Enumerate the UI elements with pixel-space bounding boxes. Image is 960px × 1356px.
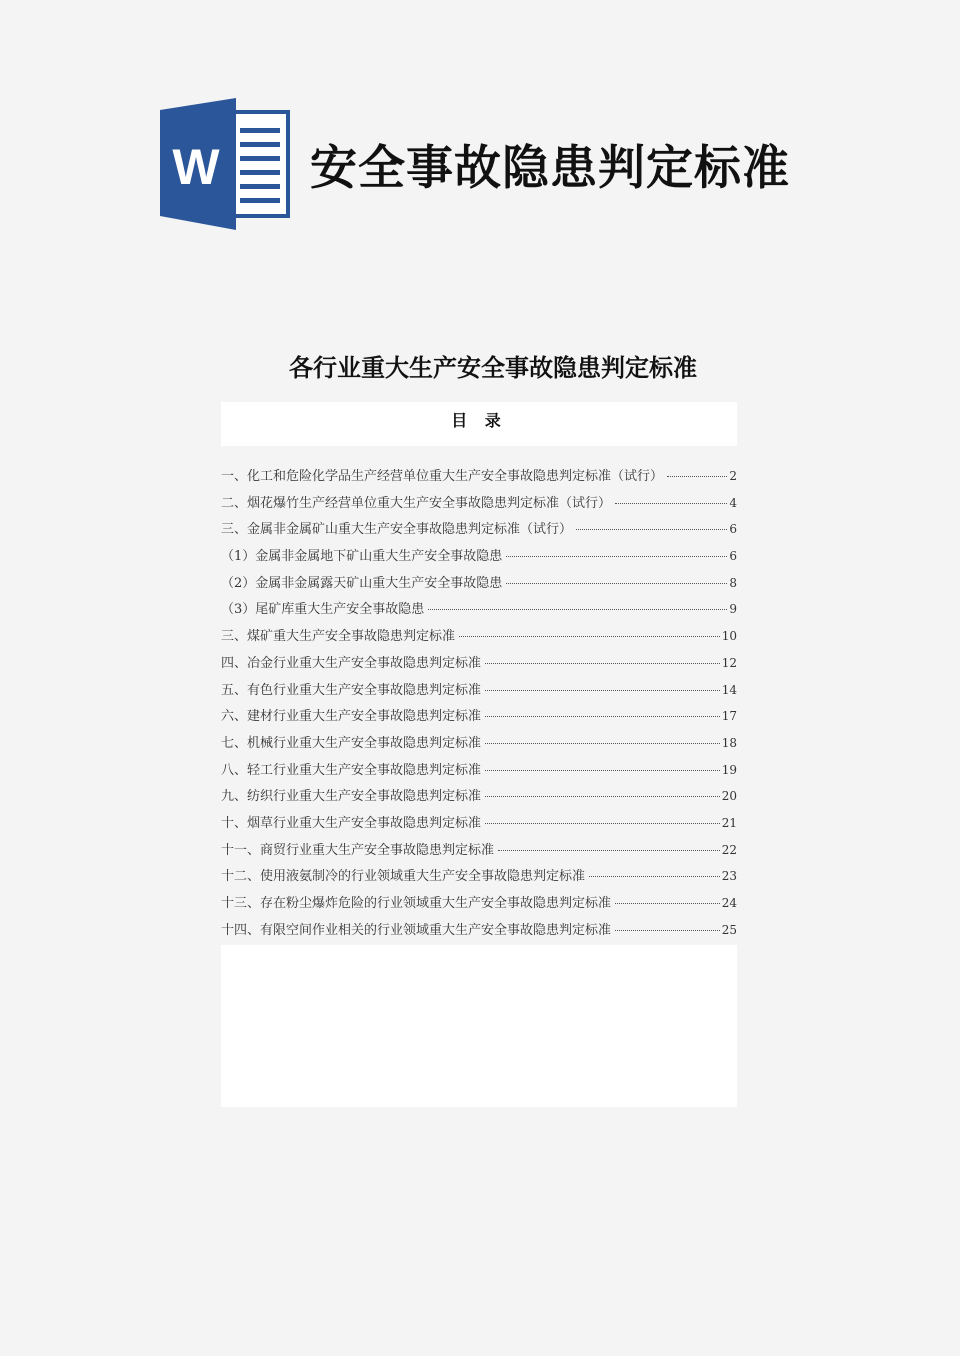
toc-page-number: 17	[721, 709, 737, 724]
toc-entry-label: （2）金属非金属露天矿山重大生产安全事故隐患	[221, 575, 503, 591]
toc-page-number: 9	[729, 602, 737, 617]
toc-entry-label: 四、冶金行业重大生产安全事故隐患判定标准	[221, 655, 482, 671]
toc-entry[interactable]	[221, 732, 737, 759]
toc-entry-label: （1）金属非金属地下矿山重大生产安全事故隐患	[221, 549, 503, 565]
toc-page-number: 4	[729, 495, 737, 510]
toc-page-number: 24	[721, 896, 737, 910]
blank-content-area	[221, 945, 737, 1107]
toc-page-number: 18	[721, 735, 737, 750]
toc-entry[interactable]	[221, 625, 737, 652]
header	[160, 98, 790, 230]
toc-leader-dots	[485, 795, 720, 797]
toc-entry[interactable]	[221, 839, 737, 866]
toc-entry-label: 一、化工和危险化学品生产经营单位重大生产安全事故隐患判定标准（试行）	[221, 469, 664, 484]
toc-entry[interactable]	[221, 545, 737, 572]
toc-entry[interactable]	[221, 919, 737, 946]
toc-heading-box	[221, 402, 737, 446]
toc-leader-dots	[615, 902, 720, 904]
toc-entry-label: 三、金属非金属矿山重大生产安全事故隐患判定标准（试行）	[221, 522, 573, 538]
toc-leader-dots	[498, 849, 720, 851]
toc-entry-label: 十、烟草行业重大生产安全事故隐患判定标准	[221, 815, 482, 831]
logo-letter: W	[172, 139, 220, 195]
toc-leader-dots	[485, 822, 720, 824]
toc-entry[interactable]	[221, 492, 737, 519]
toc-entry[interactable]	[221, 705, 737, 732]
toc-leader-dots	[428, 608, 727, 610]
toc-leader-dots	[506, 555, 727, 557]
document-subtitle: 各行业重大生产安全事故隐患判定标准	[289, 354, 697, 382]
toc-entry-label: 七、机械行业重大生产安全事故隐患判定标准	[221, 735, 482, 751]
table-of-contents	[221, 465, 737, 945]
word-document-icon	[160, 98, 290, 230]
toc-entry-label: 十一、商贸行业重大生产安全事故隐患判定标准	[221, 842, 495, 858]
toc-entry[interactable]	[221, 865, 737, 892]
toc-entry[interactable]	[221, 465, 737, 492]
toc-leader-dots	[485, 769, 720, 771]
toc-entry[interactable]	[221, 759, 737, 786]
toc-page-number: 25	[721, 922, 737, 937]
toc-page-number: 12	[721, 655, 737, 670]
toc-page-number: 10	[721, 629, 737, 644]
toc-leader-dots	[485, 742, 720, 744]
toc-entry-label: 二、烟花爆竹生产经营单位重大生产安全事故隐患判定标准（试行）	[221, 495, 612, 511]
toc-entry-label: 六、建材行业重大生产安全事故隐患判定标准	[221, 709, 482, 725]
toc-heading: 目 录	[451, 411, 507, 430]
toc-leader-dots	[459, 635, 720, 637]
toc-page-number: 19	[721, 762, 737, 777]
toc-entry[interactable]	[221, 785, 737, 812]
toc-leader-dots	[506, 582, 727, 584]
toc-entry-label: 三、煤矿重大生产安全事故隐患判定标准	[221, 629, 456, 645]
toc-page-number: 2	[729, 469, 737, 483]
toc-entry-label: 九、纺织行业重大生产安全事故隐患判定标准	[221, 789, 482, 805]
toc-entry[interactable]	[221, 598, 737, 625]
toc-entry[interactable]	[221, 812, 737, 839]
toc-entry[interactable]	[221, 679, 737, 706]
toc-leader-dots	[589, 875, 720, 877]
toc-entry[interactable]	[221, 518, 737, 545]
toc-page-number: 21	[721, 815, 737, 830]
toc-page-number: 23	[721, 869, 737, 884]
toc-leader-dots	[485, 689, 720, 691]
toc-entry-label: 十四、有限空间作业相关的行业领域重大生产安全事故隐患判定标准	[221, 922, 612, 938]
toc-page-number: 14	[721, 682, 737, 697]
toc-page-number: 8	[729, 575, 737, 590]
toc-entry[interactable]	[221, 892, 737, 919]
toc-page-number: 6	[729, 549, 737, 564]
toc-page-number: 22	[721, 842, 737, 857]
toc-entry-label: 五、有色行业重大生产安全事故隐患判定标准	[221, 682, 482, 698]
toc-page-number: 6	[729, 522, 737, 537]
toc-leader-dots	[667, 475, 727, 477]
toc-entry[interactable]	[221, 572, 737, 599]
toc-entry-label: 十二、使用液氨制冷的行业领域重大生产安全事故隐患判定标准	[221, 869, 586, 885]
toc-page-number: 20	[721, 789, 737, 804]
toc-entry-label: （3）尾矿库重大生产安全事故隐患	[221, 602, 425, 618]
toc-entry[interactable]	[221, 652, 737, 679]
toc-leader-dots	[485, 662, 720, 664]
toc-leader-dots	[576, 528, 727, 530]
toc-leader-dots	[615, 502, 727, 504]
toc-leader-dots	[485, 715, 720, 717]
page-title: 安全事故隐患判定标准	[310, 140, 790, 196]
toc-entry-label: 十三、存在粉尘爆炸危险的行业领域重大生产安全事故隐患判定标准	[221, 896, 612, 911]
toc-leader-dots	[615, 929, 720, 931]
toc-entry-label: 八、轻工行业重大生产安全事故隐患判定标准	[221, 762, 482, 778]
